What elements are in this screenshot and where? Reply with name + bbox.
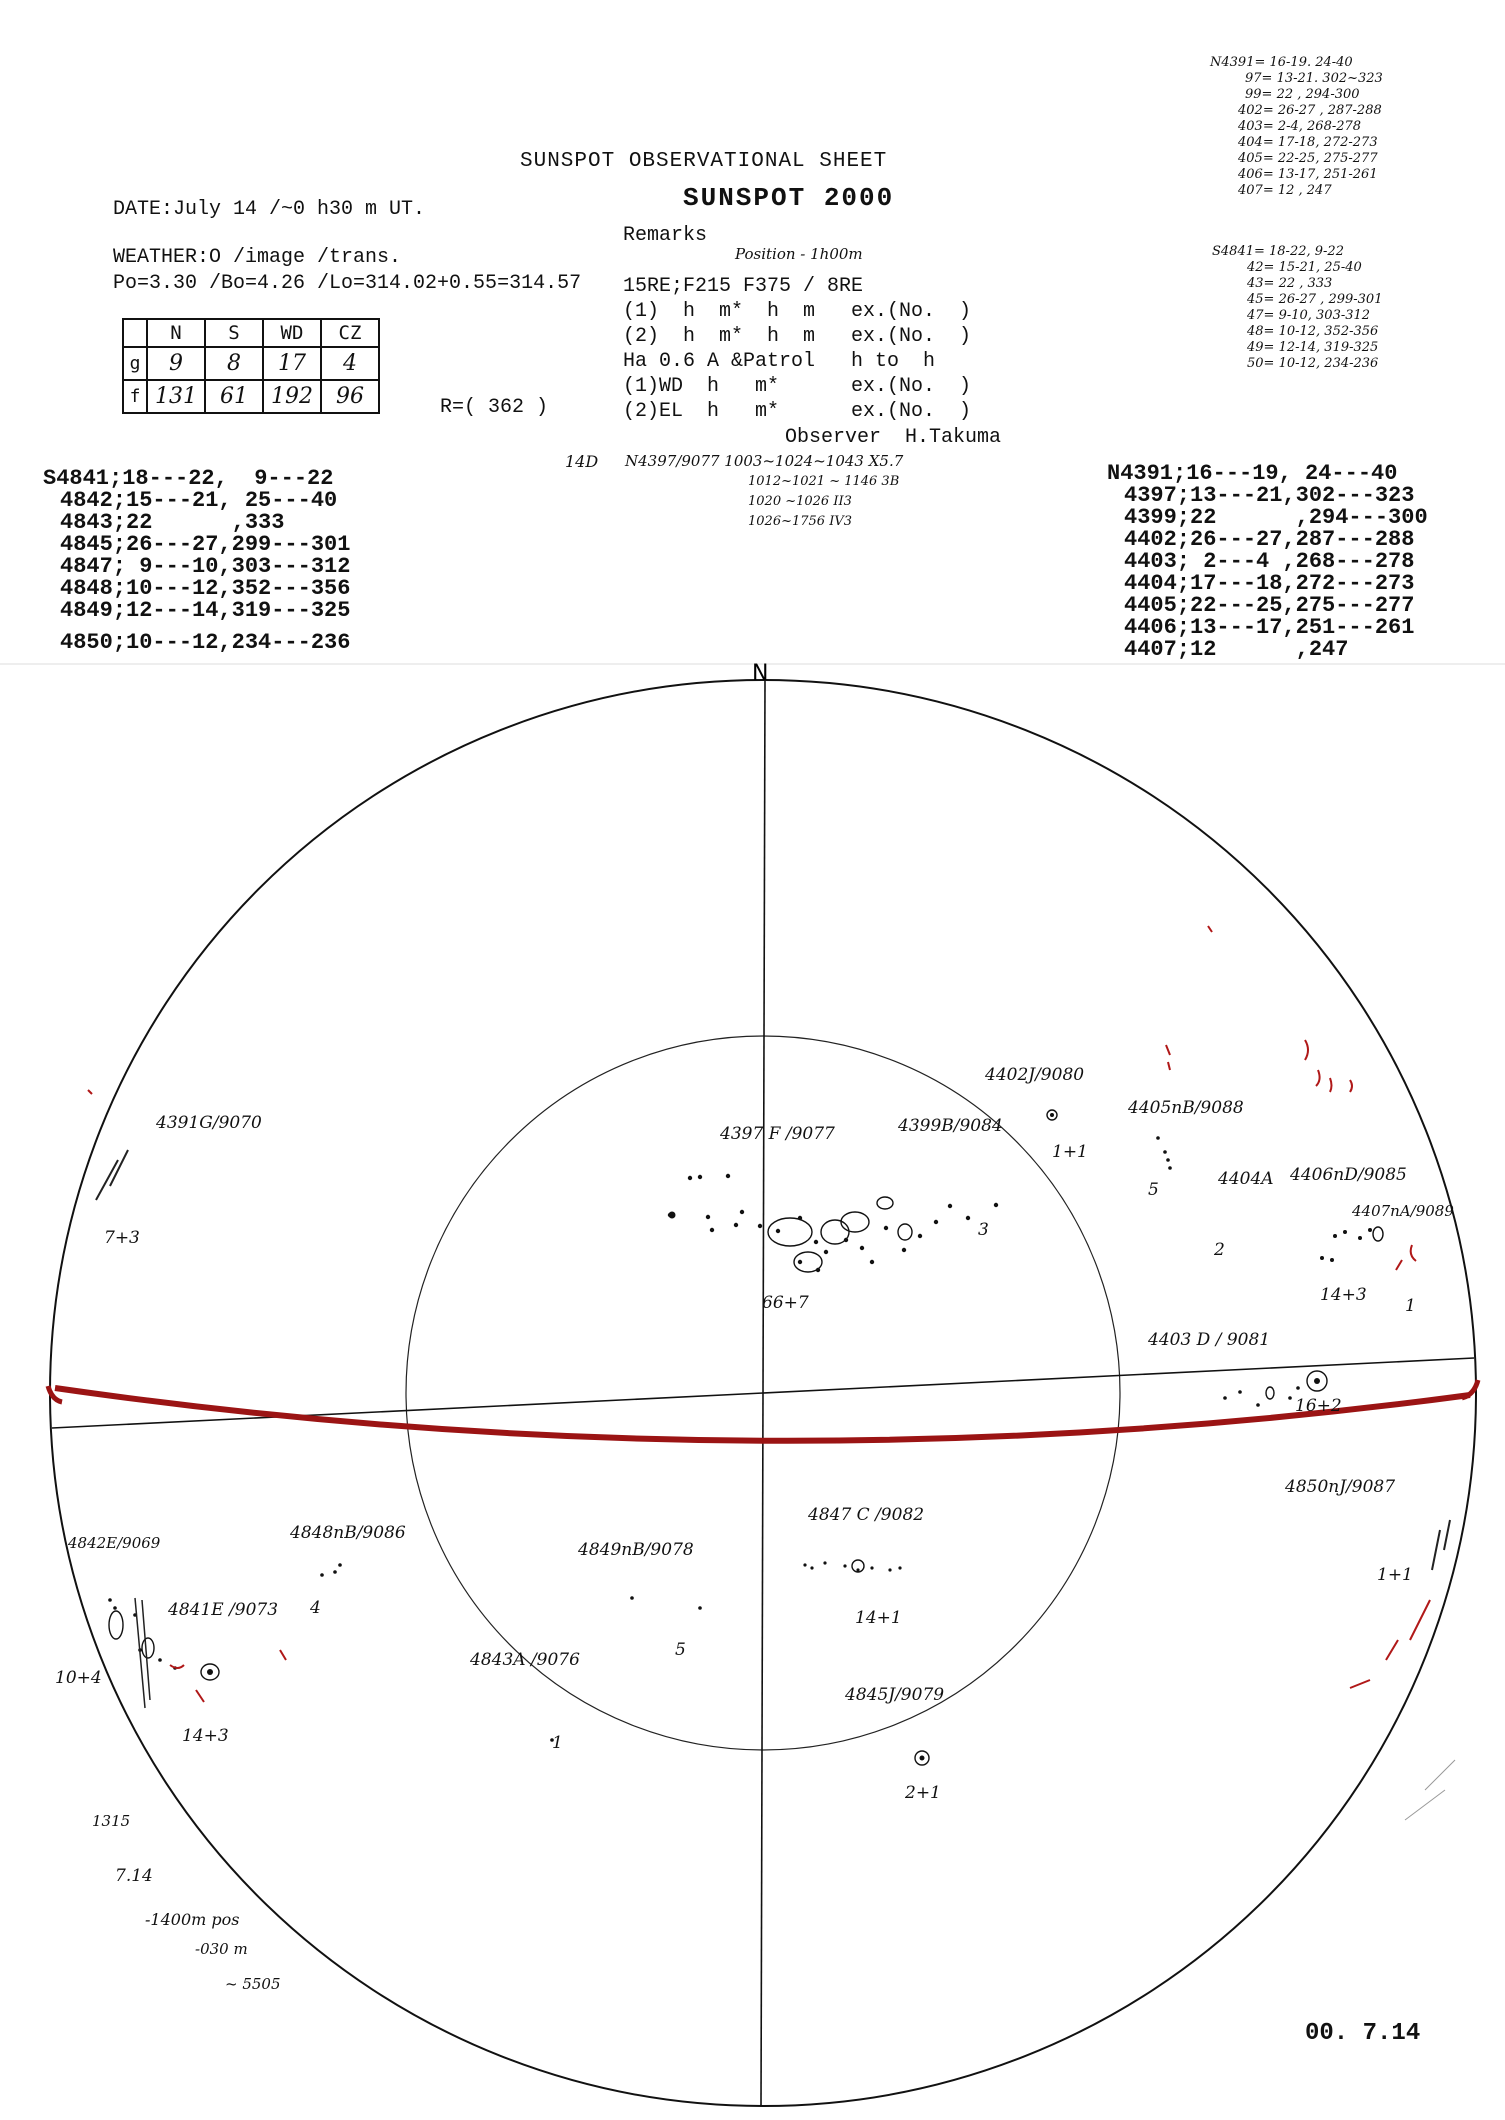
- north-group-row: 4404;17---18,272---273: [1124, 571, 1415, 596]
- count-table: [122, 318, 380, 414]
- side-note: -1400m pos: [145, 1910, 240, 1929]
- north-note: 406= 13-17, 251-261: [1238, 167, 1378, 182]
- south-notes: [1212, 244, 1382, 372]
- g-cz: 4: [321, 347, 379, 380]
- obs-line-1: N4397/9077 1003~1024~1043 X5.7: [625, 452, 904, 470]
- sunspot-dot: [669, 1212, 676, 1219]
- sunspot-dot: [698, 1606, 702, 1610]
- south-group-row: 4842;15---21, 25---40: [60, 488, 338, 513]
- sunspot-dot: [824, 1250, 828, 1254]
- row-label-f: f: [123, 380, 147, 413]
- sunspot-dot: [860, 1246, 864, 1250]
- north-group-row: 4403; 2---4 ,268---278: [1124, 549, 1415, 574]
- plage-sketch: [1432, 1520, 1450, 1570]
- north-note: 404= 17-18, 272-273: [1238, 135, 1378, 150]
- group-count: 2: [1214, 1240, 1225, 1260]
- obs-line-2: 1012~1021 ~ 1146 3B: [748, 474, 900, 489]
- north-group-row: 4405;22---25,275---277: [1124, 593, 1415, 618]
- sunspot-dot: [798, 1260, 802, 1264]
- south-group-row: 4845;26---27,299---301: [60, 532, 351, 557]
- north-note: 99= 22 , 294-300: [1245, 87, 1360, 102]
- sunspot-penumbra: [1373, 1227, 1383, 1241]
- group-label: 4841E /9073: [168, 1600, 279, 1620]
- sunspot-dot: [1368, 1228, 1372, 1232]
- group-label: 4399B/9084: [898, 1116, 1003, 1136]
- side-note: ~ 5505: [225, 1975, 281, 1993]
- group-label: 4850nJ/9087: [1285, 1477, 1396, 1497]
- date-stamp: 00. 7.14: [1305, 2020, 1421, 2047]
- group-count: 14+3: [1320, 1285, 1367, 1305]
- sunspot-dot: [1223, 1396, 1227, 1400]
- group-label: 4845J/9079: [845, 1685, 945, 1705]
- date-line: DATE:July 14 /~0 h30 m UT.: [113, 198, 426, 221]
- sunspot-dot: [158, 1658, 162, 1662]
- sunspot-dot: [1330, 1258, 1334, 1262]
- sunspot-dot: [898, 1566, 901, 1569]
- sunspot-dot: [966, 1216, 970, 1220]
- group-count: 2+1: [905, 1783, 941, 1803]
- south-note: 50= 10-12, 234-236: [1247, 356, 1379, 371]
- remarks-title: Remarks: [623, 224, 708, 247]
- north-group-row: 4397;13---21,302---323: [1124, 483, 1415, 508]
- group-label: 4402J/9080: [985, 1065, 1085, 1085]
- north-group-row: 4399;22 ,294---300: [1124, 505, 1428, 530]
- col-header-wd: WD: [263, 319, 321, 347]
- sunspot-dot: [856, 1568, 859, 1571]
- north-group-list: [1107, 463, 1428, 661]
- sunspot-dot: [1314, 1378, 1320, 1384]
- group-count: 66+7: [762, 1293, 809, 1313]
- f-wd: 192: [263, 380, 321, 413]
- remarks-note: Position - 1h00m: [735, 245, 863, 263]
- north-group-row: 4406;13---17,251---261: [1124, 615, 1415, 640]
- sunspot-dot: [1296, 1386, 1300, 1390]
- sunspot-dot: [734, 1223, 738, 1227]
- f-s: 61: [205, 380, 263, 413]
- plage-sketch: [88, 1090, 92, 1094]
- sunspot-dot: [1343, 1230, 1347, 1234]
- group-count: 3: [978, 1220, 989, 1240]
- corner-cell: [123, 319, 147, 347]
- sunspot-dot: [698, 1175, 702, 1179]
- group-count: 16+2: [1295, 1396, 1342, 1416]
- sunspot-dot: [798, 1216, 802, 1220]
- plage-sketch: [1396, 1245, 1416, 1270]
- sunspot-dot: [1238, 1390, 1242, 1394]
- obs-prefix: 14D: [565, 452, 599, 471]
- plage-sketch: [1305, 1040, 1352, 1092]
- weather-line: WEATHER:O /image /trans.: [113, 246, 402, 269]
- group-label: 4842E/9069: [68, 1534, 161, 1552]
- sunspot-dot: [920, 1756, 925, 1761]
- remarks-line-2: (1) h m* h m ex.(No. ): [623, 300, 972, 323]
- group-label: 4406nD/9085: [1290, 1165, 1407, 1185]
- sheet-title: SUNSPOT OBSERVATIONAL SHEET: [520, 150, 888, 173]
- plage-sketch: [96, 1150, 128, 1200]
- group-count: 14+3: [182, 1726, 229, 1746]
- south-note: 43= 22 , 333: [1247, 276, 1333, 291]
- sunspot-marks: [88, 926, 1455, 1820]
- sunspot-dot: [706, 1215, 710, 1219]
- sunspot-dot: [843, 1564, 846, 1567]
- sunspot-dot: [688, 1176, 692, 1180]
- south-group-row: 4850;10---12,234---236: [60, 630, 351, 655]
- plage-sketch: [1166, 1045, 1170, 1070]
- col-header-n: N: [147, 319, 205, 347]
- group-count: 5: [1148, 1180, 1159, 1200]
- sunspot-dot: [816, 1268, 820, 1272]
- sunspot-penumbra: [877, 1197, 893, 1209]
- observer-line: Observer H.Takuma: [785, 426, 1002, 449]
- plage-sketch: [1208, 926, 1212, 932]
- solar-disk-drawing: [0, 650, 1505, 2120]
- south-note: 45= 26-27 , 299-301: [1247, 292, 1383, 307]
- extra-count: 1: [1405, 1296, 1416, 1316]
- south-note: 48= 10-12, 352-356: [1247, 324, 1379, 339]
- sunspot-dot: [333, 1570, 337, 1574]
- group-count: 10+4: [55, 1668, 102, 1688]
- south-group-row: S4841;18---22, 9---22: [43, 466, 334, 491]
- north-note: 97= 13-21. 302~323: [1245, 71, 1383, 86]
- col-header-cz: CZ: [321, 319, 379, 347]
- remarks-line-5: (1)WD h m* ex.(No. ): [623, 375, 972, 398]
- sunspot-dot: [108, 1598, 112, 1602]
- remarks-line-3: (2) h m* h m ex.(No. ): [623, 325, 972, 348]
- sunspot-dot: [320, 1573, 324, 1577]
- sunspot-dot: [870, 1566, 873, 1569]
- north-note: 403= 2-4, 268-278: [1238, 119, 1362, 134]
- group-count: 1+1: [1052, 1142, 1088, 1162]
- group-label: 4397 F /9077: [720, 1124, 835, 1144]
- north-note: 402= 26-27 , 287-288: [1238, 103, 1382, 118]
- north-label: N: [752, 661, 769, 686]
- sunspot-dot: [1156, 1136, 1160, 1140]
- side-note: -030 m: [195, 1940, 248, 1958]
- remarks-line-6: (2)EL h m* ex.(No. ): [623, 400, 972, 423]
- sunspot-dot: [113, 1606, 117, 1610]
- south-group-row: 4849;12---14,319---325: [60, 598, 351, 623]
- group-label: 4407nA/9089: [1352, 1202, 1454, 1220]
- group-label: 4404A: [1218, 1169, 1274, 1189]
- group-label: 4847 C /9082: [808, 1505, 925, 1525]
- sunspot-dot: [1256, 1403, 1260, 1407]
- group-label: 4391G/9070: [156, 1113, 262, 1133]
- group-count: 1: [552, 1733, 563, 1753]
- sunspot-dot: [1168, 1166, 1172, 1170]
- sunspot-dot: [1320, 1256, 1324, 1260]
- plage-sketch: [1405, 1760, 1455, 1820]
- north-notes: [1210, 55, 1383, 199]
- obs-line-3: 1020 ~1026 II3: [748, 494, 852, 509]
- side-note: 7.14: [115, 1866, 153, 1886]
- sunspot-dot: [888, 1568, 891, 1571]
- north-note: 407= 12 , 247: [1238, 183, 1332, 198]
- north-note: 405= 22-25, 275-277: [1238, 151, 1378, 166]
- sunspot-dot: [814, 1240, 818, 1244]
- sunspot-penumbra: [109, 1611, 123, 1639]
- south-group-row: 4847; 9---10,303---312: [60, 554, 351, 579]
- side-note: 1315: [92, 1812, 131, 1830]
- obs-line-4: 1026~1756 IV3: [748, 514, 852, 529]
- south-note: 42= 15-21, 25-40: [1247, 260, 1362, 275]
- sunspot-penumbra: [142, 1638, 154, 1658]
- sunspot-dot: [338, 1563, 342, 1567]
- south-group-row: 4843;22 ,333: [60, 510, 285, 535]
- sunspot-dot: [1050, 1113, 1054, 1117]
- group-label: 4403 D / 9081: [1148, 1330, 1271, 1350]
- sunspot-dot: [803, 1563, 806, 1566]
- sunspot-penumbra: [768, 1218, 812, 1246]
- sunspot-dot: [994, 1203, 998, 1207]
- sunspot-dot: [934, 1220, 938, 1224]
- sunspot-dot: [870, 1260, 874, 1264]
- g-s: 8: [205, 347, 263, 380]
- f-cz: 96: [321, 380, 379, 413]
- group-count: 1+1: [1377, 1565, 1413, 1585]
- sunspot-dot: [630, 1596, 634, 1600]
- sunspot-dot: [1333, 1234, 1337, 1238]
- remarks-line-1: 15RE;F215 F375 / 8RE: [623, 275, 864, 298]
- sunspot-dot: [810, 1566, 813, 1569]
- south-group-row: 4848;10---12,352---356: [60, 576, 351, 601]
- group-count: 14+1: [855, 1608, 902, 1628]
- south-note: 47= 9-10, 303-312: [1247, 308, 1371, 323]
- sunspot-dot: [948, 1204, 952, 1208]
- g-n: 9: [147, 347, 205, 380]
- group-label: 4405nB/9088: [1128, 1098, 1244, 1118]
- remarks-line-4: Ha 0.6 A &Patrol h to h: [623, 350, 936, 373]
- sunspot-dot: [710, 1228, 714, 1232]
- group-count: 7+3: [104, 1228, 140, 1248]
- col-header-s: S: [205, 319, 263, 347]
- south-note: S4841= 18-22, 9-22: [1212, 244, 1344, 259]
- sunspot-dot: [902, 1248, 906, 1252]
- north-group-row: N4391;16---19, 24---40: [1107, 461, 1398, 486]
- north-group-row: 4402;26---27,287---288: [1124, 527, 1415, 552]
- plage-sketch: [170, 1650, 286, 1702]
- g-wd: 17: [263, 347, 321, 380]
- sheet-subtitle: SUNSPOT 2000: [683, 183, 895, 213]
- sunspot-dot: [823, 1561, 826, 1564]
- group-label: 4843A /9076: [470, 1650, 580, 1670]
- angles-line: Po=3.30 /Bo=4.26 /Lo=314.02+0.55=314.57: [113, 272, 582, 295]
- sunspot-dot: [918, 1234, 922, 1238]
- sunspot-dot: [207, 1669, 213, 1675]
- sunspot-penumbra: [841, 1212, 869, 1232]
- sunspot-penumbra: [898, 1224, 912, 1240]
- sunspot-dot: [844, 1238, 848, 1242]
- north-note: N4391= 16-19. 24-40: [1210, 55, 1353, 70]
- north-group-row: 4407;12 ,247: [1124, 637, 1349, 662]
- r-value: R=( 362 ): [440, 396, 549, 419]
- sunspot-dot: [1163, 1150, 1167, 1154]
- sunspot-penumbra: [1266, 1387, 1274, 1399]
- sunspot-dot: [1358, 1236, 1362, 1240]
- sunspot-dot: [884, 1226, 888, 1230]
- sunspot-dot: [1166, 1158, 1170, 1162]
- sunspot-dot: [758, 1224, 762, 1228]
- group-label: 4848nB/9086: [290, 1523, 406, 1543]
- south-group-list: [43, 468, 350, 654]
- sunspot-dot: [776, 1229, 780, 1233]
- sunspot-dot: [740, 1210, 744, 1214]
- south-note: 49= 12-14, 319-325: [1247, 340, 1379, 355]
- sunspot-dot: [726, 1174, 730, 1178]
- group-label: 4849nB/9078: [578, 1540, 694, 1560]
- f-n: 131: [147, 380, 205, 413]
- sunspot-dot: [1288, 1396, 1292, 1400]
- row-label-g: g: [123, 347, 147, 380]
- group-count: 5: [675, 1640, 686, 1660]
- group-count: 4: [310, 1598, 321, 1618]
